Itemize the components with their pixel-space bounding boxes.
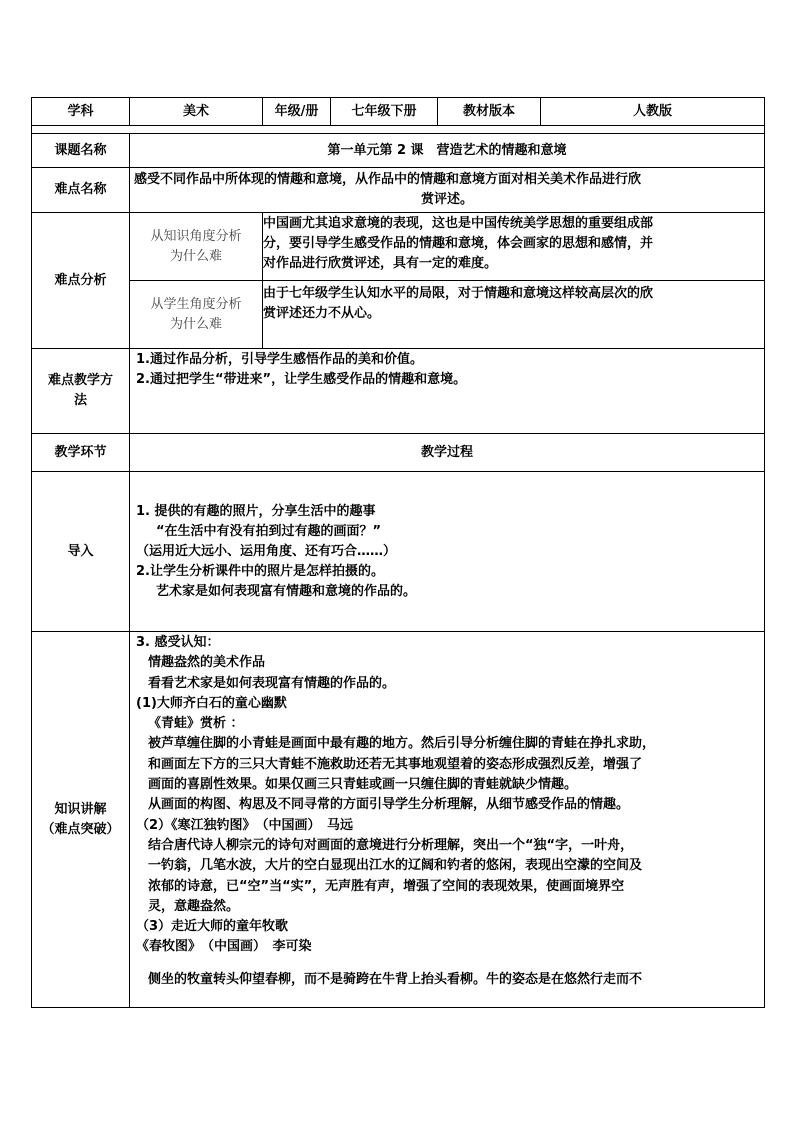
analysis-line: 中国画尤其追求意境的表现，这也是中国传统美学思想的重要组成部 bbox=[263, 216, 654, 231]
knowledge-line: 《春牧图》 （中国画） 李可染 bbox=[136, 939, 312, 955]
knowledge-label-line: （难点突破） bbox=[41, 821, 120, 837]
methods-text bbox=[130, 349, 765, 434]
knowledge-line: 情趣盎然的美术作品 bbox=[148, 655, 266, 671]
lesson-plan-table bbox=[31, 97, 765, 1008]
intro-line: 2.让学生分析课件中的照片是怎样拍摄的。 bbox=[136, 563, 384, 579]
knowledge-line: 3. 感受认知： bbox=[136, 635, 220, 650]
knowledge-row bbox=[32, 632, 765, 1008]
grade-value: 七年级下册 bbox=[331, 98, 438, 126]
analysis-line: 赏评述还力不从心。 bbox=[263, 306, 381, 321]
process-step-header: 教学环节 bbox=[32, 434, 130, 472]
edition-label: 教材版本 bbox=[438, 98, 541, 126]
student-analysis-row bbox=[32, 281, 765, 349]
knowledge-angle-label-line: 从知识角度分析 bbox=[150, 228, 242, 244]
grade-label: 年级/册 bbox=[263, 98, 331, 126]
knowledge-line bbox=[136, 958, 758, 970]
method-line: 2.通过把学生“带进来”，让学生感受作品的情趣和意境。 bbox=[136, 372, 467, 387]
edition-value: 人教版 bbox=[541, 98, 765, 126]
knowledge-angle-label bbox=[130, 213, 263, 281]
knowledge-line: 灵，意趣盎然。 bbox=[148, 898, 240, 914]
methods-label-line: 难点教学方 bbox=[47, 373, 113, 388]
analysis-line: 分，要引导学生感受作品的情趣和意境，体会画家的思想和感情，并 bbox=[263, 236, 654, 251]
knowledge-line: 结合唐代诗人柳宗元的诗句对画面的意境进行分析理解，突出一个“独“字，一叶舟， bbox=[148, 837, 634, 853]
difficulty-name-line: 感受不同作品中所体现的情趣和意境，从作品中的情趣和意境方面对相关美术作品进行欣 bbox=[134, 172, 642, 187]
knowledge-line: 和画面左下方的三只大青蛙不施救助还若无其事地观望着的姿态形成强烈反差，增强了 bbox=[148, 756, 643, 772]
method-line: 1.通过作品分析，引导学生感悟作品的美和价值。 bbox=[136, 352, 423, 367]
student-angle-label-line: 为什么难 bbox=[169, 316, 222, 332]
knowledge-angle-label-line: 为什么难 bbox=[169, 248, 222, 264]
knowledge-line: 侧坐的牧童转头仰望春柳，而不是骑跨在牛背上抬头看柳。牛的姿态是在悠然行走而不 bbox=[148, 971, 643, 987]
student-angle-text bbox=[263, 281, 765, 349]
knowledge-line: 一钓翁，几笔水波，大片的空白显现出江水的辽阔和钓者的悠闲，表现出空濛的空间及 bbox=[148, 858, 643, 874]
difficulty-name-value bbox=[130, 168, 765, 213]
difficulty-analysis-label: 难点分析 bbox=[32, 213, 130, 349]
knowledge-line: (1)大师齐白石的童心幽默 bbox=[136, 695, 287, 711]
intro-line: 艺术家是如何表现富有情趣和意境的作品的。 bbox=[156, 583, 417, 599]
knowledge-line: 浓郁的诗意，已“空”当“实”，无声胜有声，增强了空间的表现效果，使画面境界空 bbox=[148, 878, 625, 894]
student-angle-label bbox=[130, 281, 263, 349]
subject-label: 学科 bbox=[32, 98, 130, 126]
methods-label bbox=[32, 349, 130, 434]
methods-row bbox=[32, 349, 765, 434]
difficulty-name-line: 赏评述。 bbox=[420, 192, 473, 207]
knowledge-line: 看看艺术家是如何表现富有情趣的作品的。 bbox=[148, 675, 396, 691]
subject-value: 美术 bbox=[130, 98, 263, 126]
intro-line: “在生活中有没有拍到过有趣的画面？” bbox=[156, 523, 382, 539]
knowledge-label-line: 知识讲解 bbox=[54, 801, 107, 817]
knowledge-line: 画面的喜剧性效果。如果仅画三只青蛙或画一只缠住脚的青蛙就缺少情趣。 bbox=[148, 777, 578, 793]
knowledge-line: （2）《寒江独钓图》 （中国画） 马远 bbox=[136, 817, 354, 833]
knowledge-text bbox=[130, 632, 765, 1008]
spacer-row bbox=[32, 126, 765, 134]
analysis-line: 由于七年级学生认知水平的局限，对于情趣和意境这样较高层次的欣 bbox=[263, 286, 654, 301]
process-header-row bbox=[32, 434, 765, 472]
intro-line: （运用近大远小、运用角度、还有巧合……） bbox=[136, 543, 397, 559]
knowledge-line: 从画面的构图、构思及不同寻常的方面引导学生分析理解，从细节感受作品的情趣。 bbox=[148, 797, 630, 813]
intro-label: 导入 bbox=[32, 472, 130, 632]
intro-text bbox=[130, 472, 765, 632]
topic-label: 课题名称 bbox=[32, 134, 130, 168]
difficulty-name-row bbox=[32, 168, 765, 213]
student-angle-label-line: 从学生角度分析 bbox=[150, 296, 242, 312]
knowledge-angle-text bbox=[263, 213, 765, 281]
header-row bbox=[32, 98, 765, 126]
knowledge-line: 被芦草缠住脚的小青蛙是画面中最有趣的地方。然后引导分析缠住脚的青蛙在挣扎求助， bbox=[148, 736, 656, 752]
process-content-header: 教学过程 bbox=[130, 434, 765, 472]
intro-row bbox=[32, 472, 765, 632]
analysis-line: 对作品进行欣赏评述，具有一定的难度。 bbox=[263, 256, 498, 271]
methods-label-line: 法 bbox=[73, 393, 87, 408]
topic-value: 第一单元第 2 课 营造艺术的情趣和意境 bbox=[130, 134, 765, 168]
difficulty-name-label: 难点名称 bbox=[32, 168, 130, 213]
intro-line: 1. 提供的有趣的照片，分享生活中的趣事 bbox=[136, 503, 376, 519]
topic-row bbox=[32, 134, 765, 168]
knowledge-label bbox=[32, 632, 130, 1008]
knowledge-line: 《青蛙》赏析 ： bbox=[148, 716, 244, 732]
knowledge-line: （3）走近大师的童年牧歌 bbox=[136, 919, 289, 935]
knowledge-analysis-row bbox=[32, 213, 765, 281]
